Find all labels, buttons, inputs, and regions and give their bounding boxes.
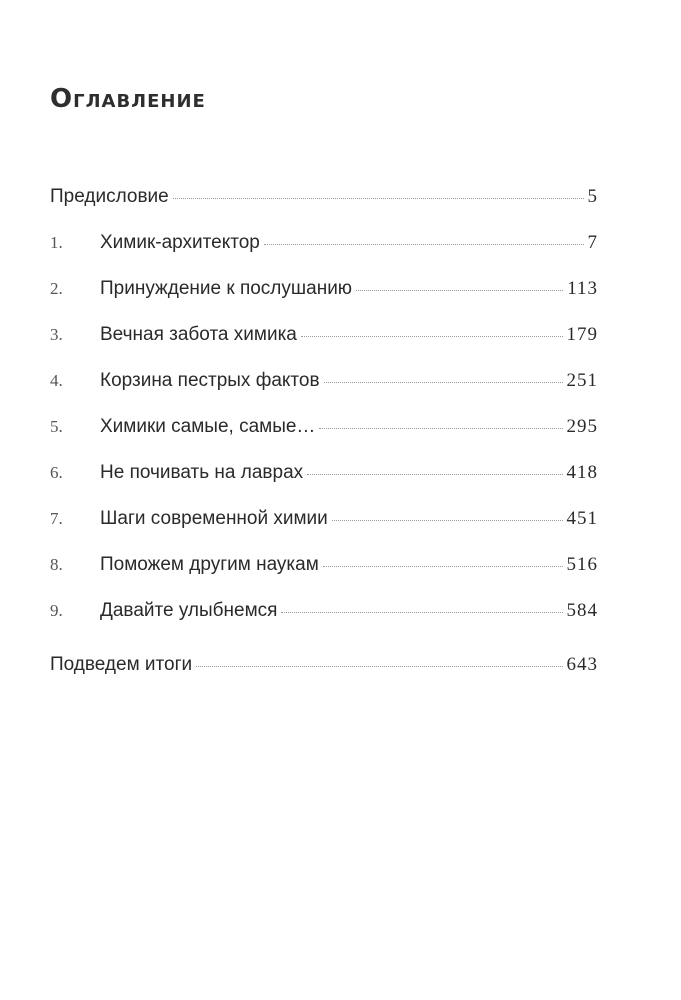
dot-leader: [301, 335, 563, 337]
toc-entry-title: Предисловие: [50, 186, 169, 207]
dot-leader: [196, 665, 562, 667]
toc-entry-title: Поможем другим наукам: [100, 554, 319, 575]
dot-leader: [173, 197, 584, 199]
dot-leader: [281, 611, 562, 613]
dot-leader: [323, 565, 563, 567]
toc-page-number: 113: [567, 278, 598, 299]
toc-entry-conclusion[interactable]: [50, 654, 598, 700]
toc-entry-chapter-3[interactable]: [50, 324, 598, 370]
dot-leader: [307, 473, 562, 475]
toc-page-number: 7: [587, 232, 598, 253]
toc-entry-preface[interactable]: [50, 186, 598, 232]
dot-leader: [332, 519, 563, 521]
toc-entry-chapter-4[interactable]: [50, 370, 598, 416]
toc-entry-chapter-1[interactable]: [50, 232, 598, 278]
toc-entry-chapter-7[interactable]: [50, 508, 598, 554]
toc-page-number: 295: [566, 416, 598, 437]
toc-entry-chapter-8[interactable]: [50, 554, 598, 600]
toc-page-number: 418: [566, 462, 598, 483]
dot-leader: [264, 243, 584, 245]
toc-page-number: 179: [566, 324, 598, 345]
chapter-number: 1.: [50, 233, 63, 252]
toc-entry-title: Принуждение к послушанию: [100, 278, 353, 299]
toc-entry-title: Не почивать на лаврах: [100, 462, 304, 483]
toc-entry-title: Подведем итоги: [50, 654, 193, 675]
toc-page-number: 516: [566, 554, 598, 575]
toc-entry-title: Химик-архитектор: [100, 232, 260, 253]
table-of-contents: [50, 186, 598, 700]
dot-leader: [324, 381, 563, 383]
toc-entry-title: Шаги современной химии: [100, 508, 328, 529]
toc-entry-chapter-6[interactable]: [50, 462, 598, 508]
toc-entry-title: Давайте улыбнемся: [100, 600, 278, 621]
toc-entry-chapter-9[interactable]: [50, 600, 598, 646]
toc-page-number: 643: [566, 654, 598, 675]
chapter-number: 6.: [50, 463, 63, 482]
chapter-number: 7.: [50, 509, 63, 528]
chapter-number: 4.: [50, 371, 63, 390]
toc-entry-title: Вечная забота химика: [100, 324, 297, 345]
dot-leader: [356, 289, 563, 291]
chapter-number: 9.: [50, 601, 63, 620]
toc-page-number: 251: [566, 370, 598, 391]
toc-entry-title: Химики самые, самые…: [100, 416, 316, 437]
chapter-number: 5.: [50, 417, 63, 436]
toc-entry-title: Корзина пестрых фактов: [100, 370, 320, 391]
chapter-number: 3.: [50, 325, 63, 344]
chapter-number: 8.: [50, 555, 63, 574]
toc-entry-chapter-5[interactable]: [50, 416, 598, 462]
toc-page-number: 5: [587, 186, 598, 207]
toc-entry-chapter-2[interactable]: [50, 278, 598, 324]
page-title: Оглавление: [50, 84, 206, 114]
chapter-number: 2.: [50, 279, 63, 298]
toc-page-number: 584: [566, 600, 598, 621]
toc-page-number: 451: [566, 508, 598, 529]
dot-leader: [319, 427, 562, 429]
